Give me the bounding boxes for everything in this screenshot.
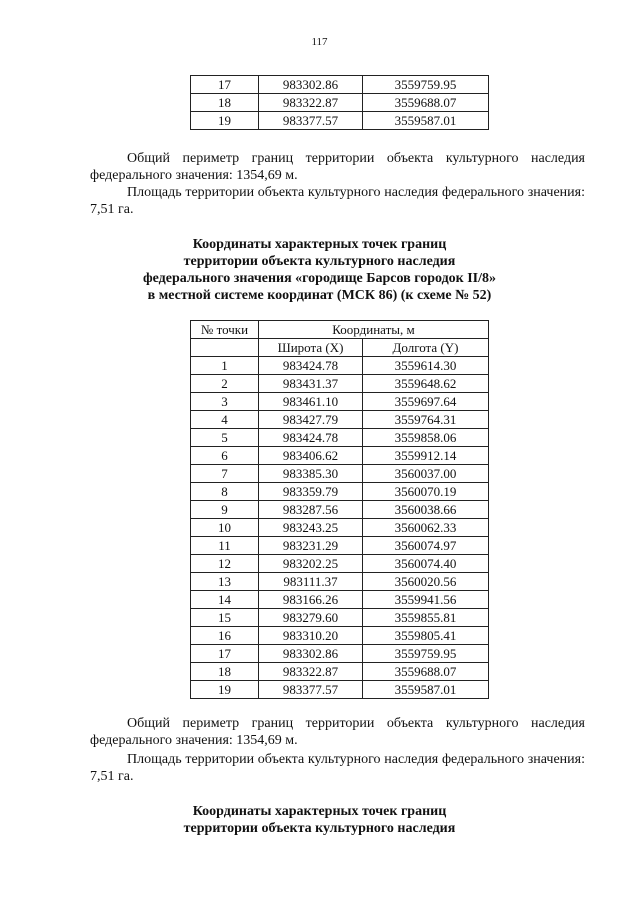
point-number-cell: 17 (191, 645, 259, 663)
point-number-cell: 12 (191, 555, 259, 573)
longitude-cell: 3560037.00 (363, 465, 489, 483)
coordinates-table (190, 320, 489, 699)
table-row (191, 112, 489, 130)
latitude-cell: 983461.10 (259, 393, 363, 411)
header-point-number: № точки (191, 321, 259, 339)
longitude-cell: 3559587.01 (363, 681, 489, 699)
longitude-cell: 3560074.40 (363, 555, 489, 573)
longitude-cell: 3559805.41 (363, 627, 489, 645)
heading-line: территории объекта культурного наследия (183, 821, 456, 836)
point-number-cell: 16 (191, 627, 259, 645)
table-row (191, 573, 489, 591)
heading-line: в местной системе координат (МСК 86) (к схеме № 52) (147, 288, 492, 303)
table-row (191, 681, 489, 699)
perimeter-text: Общий периметр границ территории объекта культурного наследия федерального значения: 1354,69 м. (90, 716, 585, 748)
heading-line: федерального значения «городище Барсов городок II/8» (142, 271, 497, 286)
point-number-cell: 19 (191, 112, 259, 130)
point-number-cell: 3 (191, 393, 259, 411)
table-row (191, 465, 489, 483)
latitude-cell: 983406.62 (259, 447, 363, 465)
longitude-cell: 3559764.31 (363, 411, 489, 429)
point-number-cell: 1 (191, 357, 259, 375)
section-heading (0, 803, 639, 837)
latitude-cell: 983424.78 (259, 357, 363, 375)
longitude-cell: 3559688.07 (363, 94, 489, 112)
point-number-cell: 10 (191, 519, 259, 537)
latitude-cell: 983431.37 (259, 375, 363, 393)
area-paragraph (90, 184, 585, 218)
longitude-cell: 3560062.33 (363, 519, 489, 537)
point-number-cell: 15 (191, 609, 259, 627)
latitude-cell: 983166.26 (259, 591, 363, 609)
longitude-cell: 3559587.01 (363, 112, 489, 130)
table-row (191, 519, 489, 537)
table-row (191, 501, 489, 519)
area-text: Площадь территории объекта культурного наследия федерального значения: 7,51 га. (90, 752, 585, 784)
latitude-cell: 983302.86 (259, 76, 363, 94)
table-row (191, 76, 489, 94)
longitude-cell: 3560070.19 (363, 483, 489, 501)
table-row (191, 429, 489, 447)
point-number-cell: 5 (191, 429, 259, 447)
point-number-cell: 6 (191, 447, 259, 465)
page-number: 117 (311, 36, 328, 48)
latitude-cell: 983302.86 (259, 645, 363, 663)
latitude-cell: 983287.56 (259, 501, 363, 519)
point-number-cell: 17 (191, 76, 259, 94)
coordinates-table-continued (190, 75, 489, 130)
point-number-cell: 14 (191, 591, 259, 609)
latitude-cell: 983385.30 (259, 465, 363, 483)
heading-line: территории объекта культурного наследия (183, 254, 456, 269)
point-number-cell: 9 (191, 501, 259, 519)
longitude-cell: 3559759.95 (363, 76, 489, 94)
point-number-cell: 8 (191, 483, 259, 501)
latitude-cell: 983322.87 (259, 94, 363, 112)
table-row (191, 357, 489, 375)
latitude-cell: 983359.79 (259, 483, 363, 501)
header-latitude: Широта (X) (259, 339, 363, 357)
table-row (191, 447, 489, 465)
longitude-cell: 3559688.07 (363, 663, 489, 681)
table-row (191, 591, 489, 609)
latitude-cell: 983202.25 (259, 555, 363, 573)
perimeter-paragraph (90, 715, 585, 749)
longitude-cell: 3560038.66 (363, 501, 489, 519)
table-row (191, 94, 489, 112)
longitude-cell: 3559759.95 (363, 645, 489, 663)
longitude-cell: 3559912.14 (363, 447, 489, 465)
perimeter-paragraph (90, 150, 585, 184)
point-number-cell: 2 (191, 375, 259, 393)
heading-line: Координаты характерных точек границ (192, 237, 447, 252)
longitude-cell: 3559941.56 (363, 591, 489, 609)
point-number-cell: 11 (191, 537, 259, 555)
section-heading (0, 236, 639, 304)
header-point-blank (191, 339, 259, 357)
table-row (191, 555, 489, 573)
header-longitude: Долгота (Y) (363, 339, 489, 357)
table-row (191, 537, 489, 555)
area-paragraph (90, 751, 585, 785)
longitude-cell: 3559648.62 (363, 375, 489, 393)
table-row (191, 627, 489, 645)
point-number-cell: 18 (191, 94, 259, 112)
table-row (191, 483, 489, 501)
heading-line: Координаты характерных точек границ (192, 804, 447, 819)
area-text: Площадь территории объекта культурного наследия федерального значения: 7,51 га. (90, 185, 585, 217)
latitude-cell: 983322.87 (259, 663, 363, 681)
latitude-cell: 983377.57 (259, 681, 363, 699)
table-row (191, 609, 489, 627)
point-number-cell: 7 (191, 465, 259, 483)
table-row (191, 411, 489, 429)
longitude-cell: 3560020.56 (363, 573, 489, 591)
point-number-cell: 19 (191, 681, 259, 699)
point-number-cell: 18 (191, 663, 259, 681)
latitude-cell: 983279.60 (259, 609, 363, 627)
latitude-cell: 983310.20 (259, 627, 363, 645)
perimeter-text: Общий периметр границ территории объекта культурного наследия федерального значения: 1354,69 м. (90, 151, 585, 183)
table-row (191, 663, 489, 681)
table-row (191, 645, 489, 663)
latitude-cell: 983231.29 (259, 537, 363, 555)
point-number-cell: 13 (191, 573, 259, 591)
latitude-cell: 983111.37 (259, 573, 363, 591)
table-row (191, 393, 489, 411)
latitude-cell: 983427.79 (259, 411, 363, 429)
header-coordinates: Координаты, м (259, 321, 489, 339)
longitude-cell: 3560074.97 (363, 537, 489, 555)
point-number-cell: 4 (191, 411, 259, 429)
longitude-cell: 3559855.81 (363, 609, 489, 627)
longitude-cell: 3559697.64 (363, 393, 489, 411)
longitude-cell: 3559614.30 (363, 357, 489, 375)
longitude-cell: 3559858.06 (363, 429, 489, 447)
table-row (191, 375, 489, 393)
latitude-cell: 983243.25 (259, 519, 363, 537)
latitude-cell: 983424.78 (259, 429, 363, 447)
latitude-cell: 983377.57 (259, 112, 363, 130)
